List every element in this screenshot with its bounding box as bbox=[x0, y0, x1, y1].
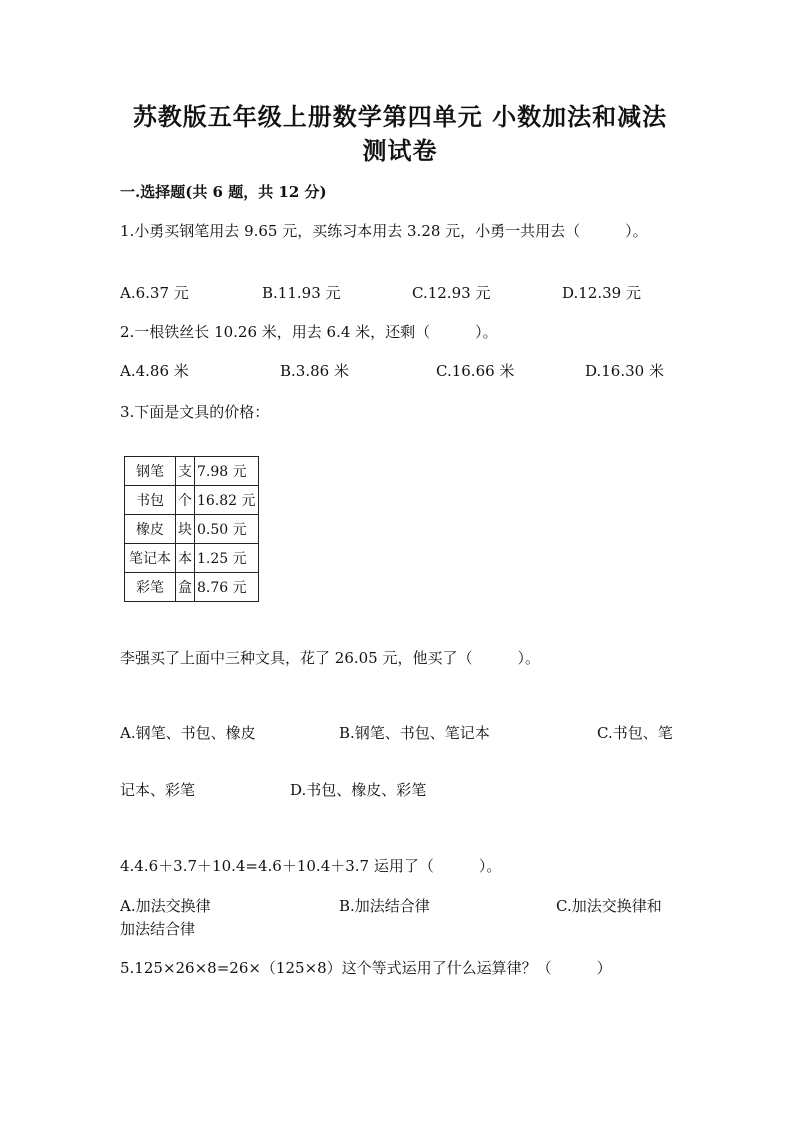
item-price: 7.98 元 bbox=[195, 457, 259, 486]
question-4-option-c: C.加法交换律和 bbox=[556, 897, 662, 915]
question-1-option-a: A.6.37 元 bbox=[120, 284, 189, 302]
table-row bbox=[125, 457, 259, 486]
item-price: 0.50 元 bbox=[195, 515, 259, 544]
question-4-text: 4.4.6＋3.7＋10.4=4.6＋10.4＋3.7 运用了（ ）。 bbox=[120, 857, 502, 875]
question-3-prompt: 李强买了上面中三种文具，花了 26.05 元，他买了（ ）。 bbox=[120, 649, 540, 667]
question-4-option-a: A.加法交换律 bbox=[120, 897, 211, 915]
item-unit: 盒 bbox=[176, 573, 195, 602]
question-3-option-c: C.书包、笔 bbox=[597, 724, 673, 742]
item-unit: 个 bbox=[176, 486, 195, 515]
question-4-option-c-continued: 加法结合律 bbox=[120, 920, 196, 938]
item-name: 笔记本 bbox=[125, 544, 176, 573]
item-name: 钢笔 bbox=[125, 457, 176, 486]
item-price: 8.76 元 bbox=[195, 573, 259, 602]
question-3-option-c-continued: 记本、彩笔 bbox=[120, 781, 196, 799]
price-table bbox=[124, 456, 259, 602]
question-3-option-a: A.钢笔、书包、橡皮 bbox=[120, 724, 256, 742]
item-unit: 支 bbox=[176, 457, 195, 486]
question-4-option-b: B.加法结合律 bbox=[339, 897, 430, 915]
question-1-option-d: D.12.39 元 bbox=[562, 284, 641, 302]
question-2-option-b: B.3.86 米 bbox=[280, 362, 349, 380]
question-1-option-c: C.12.93 元 bbox=[412, 284, 491, 302]
item-name: 橡皮 bbox=[125, 515, 176, 544]
item-unit: 本 bbox=[176, 544, 195, 573]
item-price: 1.25 元 bbox=[195, 544, 259, 573]
section-heading: 一.选择题(共 6 题，共 12 分) bbox=[120, 183, 327, 201]
table-row bbox=[125, 544, 259, 573]
question-2-option-a: A.4.86 米 bbox=[120, 362, 189, 380]
question-3-text: 3.下面是文具的价格： bbox=[120, 403, 270, 421]
item-name: 书包 bbox=[125, 486, 176, 515]
item-price: 16.82 元 bbox=[195, 486, 259, 515]
worksheet-title-line1: 苏教版五年级上册数学第四单元 小数加法和减法 bbox=[132, 102, 668, 131]
table-row bbox=[125, 515, 259, 544]
question-1-option-b: B.11.93 元 bbox=[262, 284, 341, 302]
table-row bbox=[125, 573, 259, 602]
question-3-option-b: B.钢笔、书包、笔记本 bbox=[339, 724, 490, 742]
question-2-text: 2.一根铁丝长 10.26 米，用去 6.4 米，还剩（ ）。 bbox=[120, 323, 498, 341]
item-unit: 块 bbox=[176, 515, 195, 544]
question-2-option-d: D.16.30 米 bbox=[585, 362, 664, 380]
question-1-text: 1.小勇买钢笔用去 9.65 元，买练习本用去 3.28 元，小勇一共用去（ ）。 bbox=[120, 222, 648, 240]
question-3-option-d: D.书包、橡皮、彩笔 bbox=[290, 781, 427, 799]
table-row bbox=[125, 486, 259, 515]
item-name: 彩笔 bbox=[125, 573, 176, 602]
question-2-option-c: C.16.66 米 bbox=[436, 362, 515, 380]
question-5-text: 5.125×26×8=26×（125×8）这个等式运用了什么运算律？（ ） bbox=[120, 959, 612, 977]
worksheet-title-line2: 测试卷 bbox=[362, 136, 438, 165]
